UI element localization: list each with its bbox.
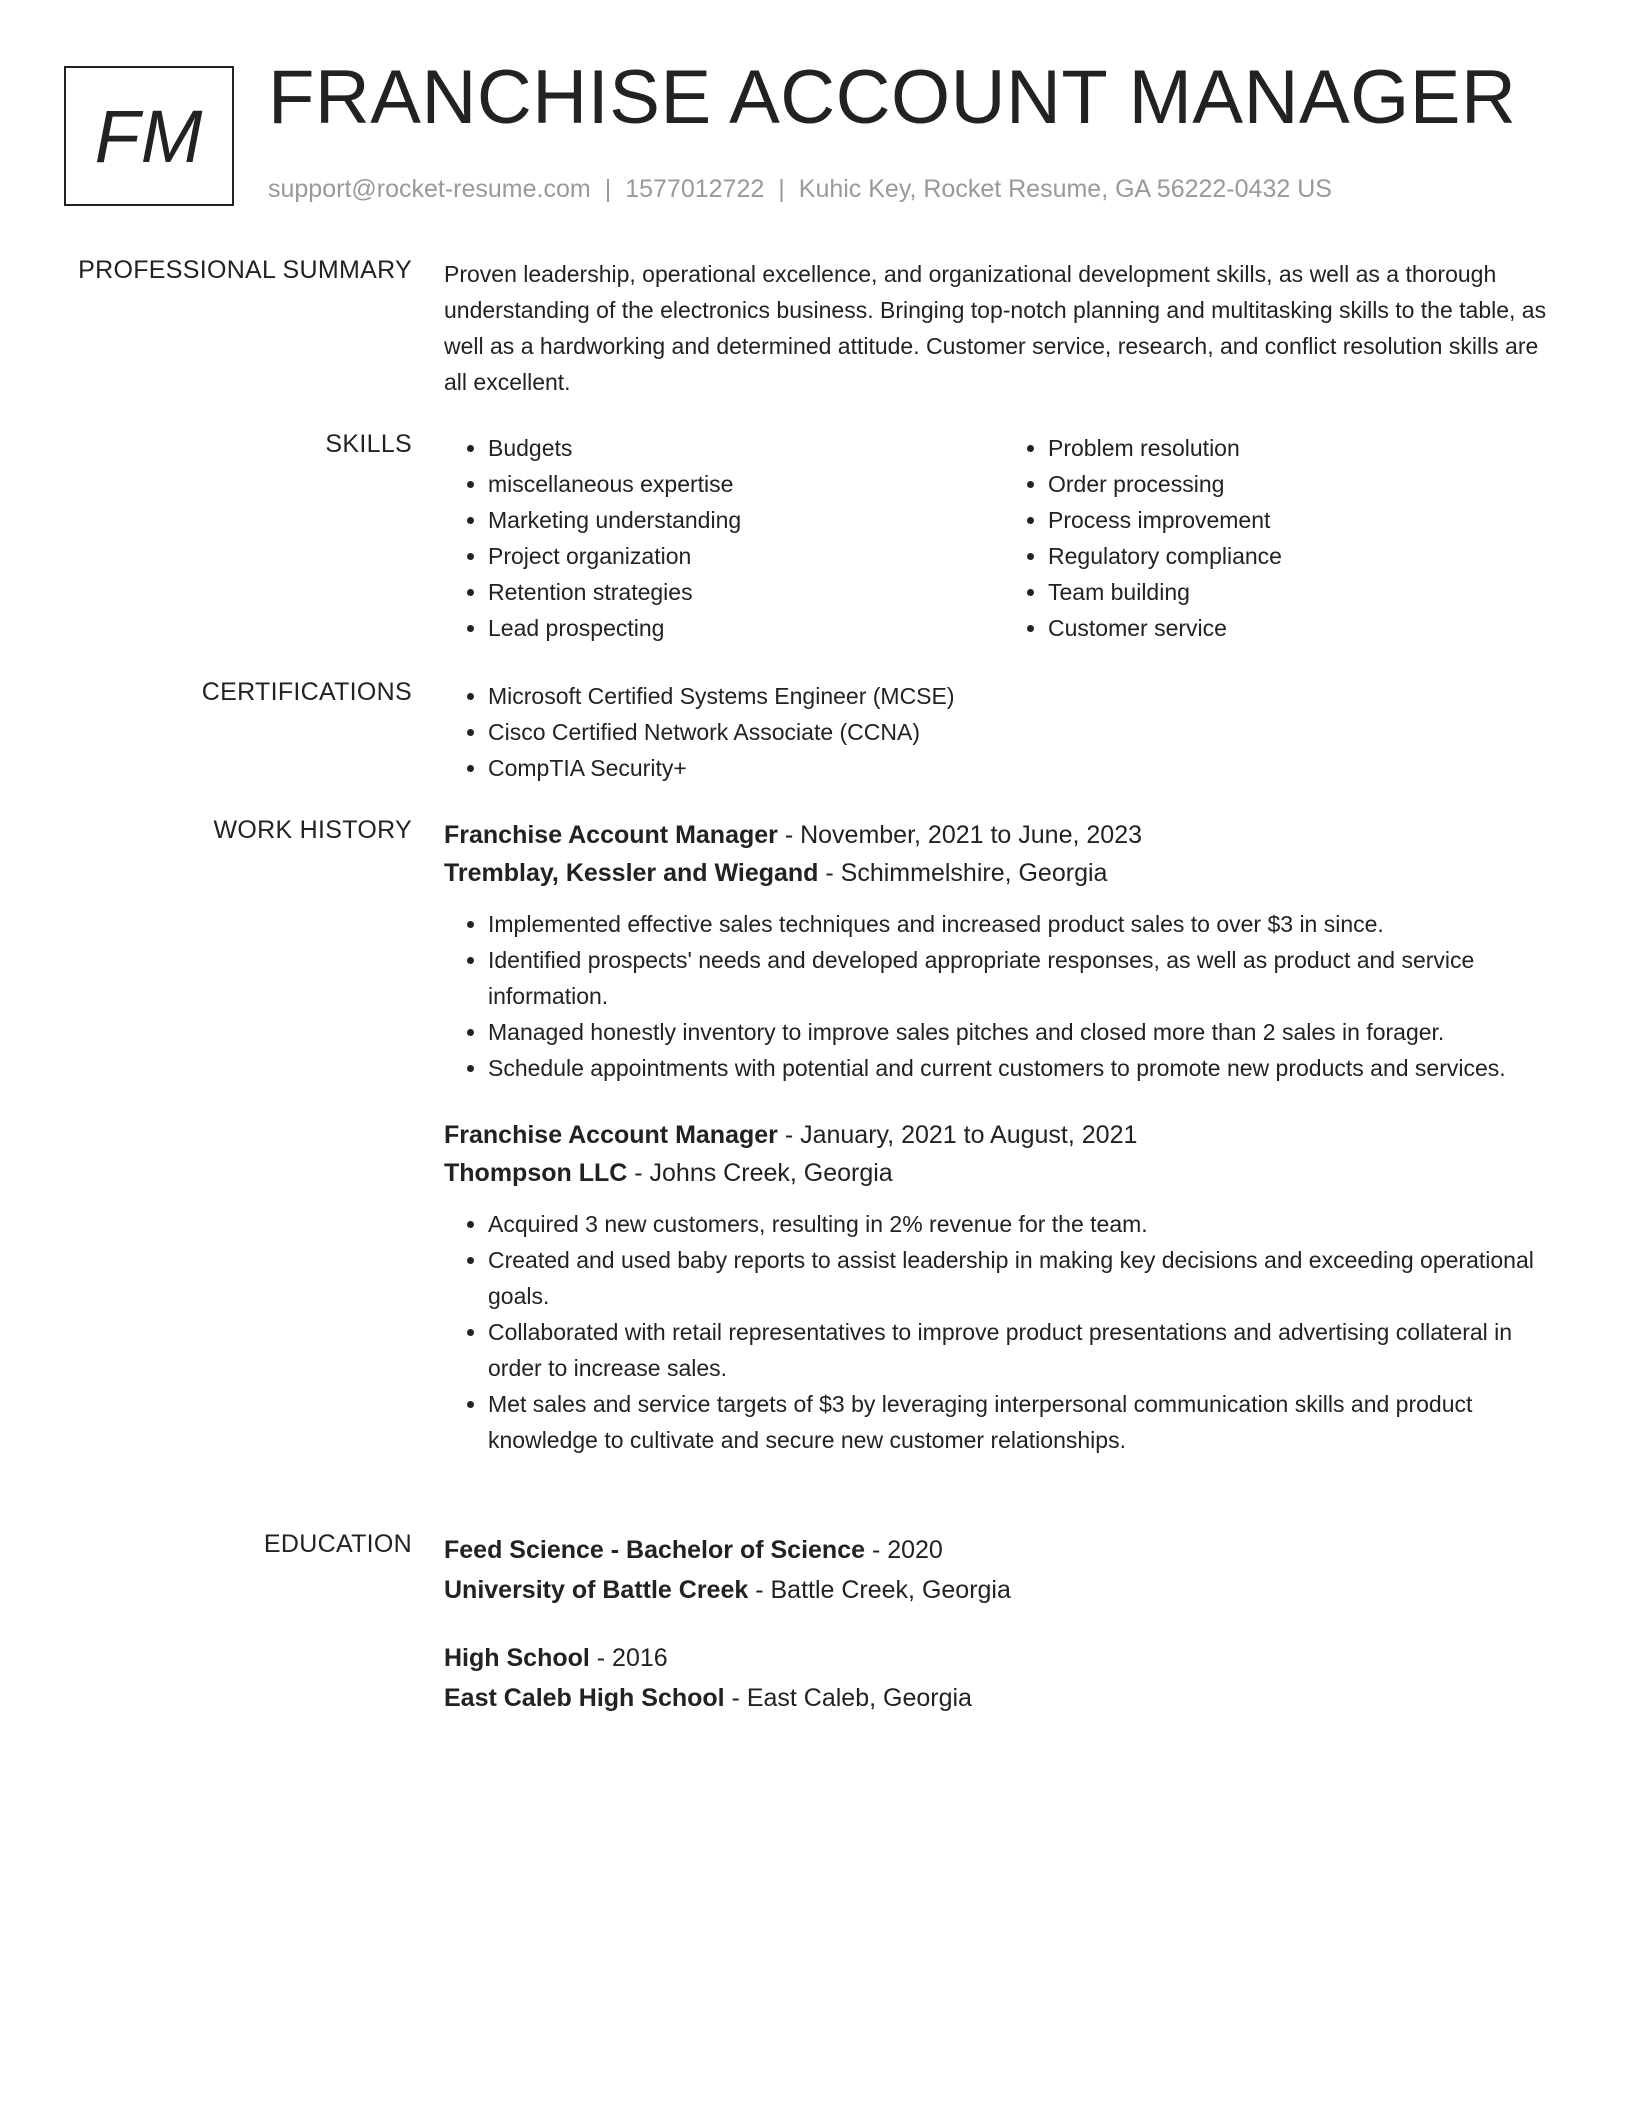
skill-item: • Lead prospecting bbox=[488, 610, 1004, 646]
skill-item: • Customer service bbox=[1048, 610, 1564, 646]
skill-item: • Problem resolution bbox=[1048, 430, 1564, 466]
job-bullet: • Identified prospects' needs and developed appropriate responses, as well as product and service information. bbox=[488, 942, 1564, 1014]
skills-list-left bbox=[444, 430, 1004, 646]
skills-body bbox=[444, 430, 1564, 646]
certifications-list bbox=[444, 678, 1564, 786]
work-history-body bbox=[444, 816, 1564, 1458]
summary-body bbox=[444, 256, 1564, 400]
skill-item: • Order processing bbox=[1048, 466, 1564, 502]
job-company: Tremblay, Kessler and Wiegand bbox=[444, 859, 819, 887]
certification-item: • CompTIA Security+ bbox=[488, 750, 1564, 786]
certifications-body bbox=[444, 678, 1564, 786]
contact-address: Kuhic Key, Rocket Resume, GA 56222-0432 US bbox=[798, 175, 1332, 203]
education-school: University of Battle Creek bbox=[444, 1576, 749, 1604]
skill-item: • Budgets bbox=[488, 430, 1004, 466]
monogram-badge: FM bbox=[64, 66, 234, 206]
certification-item: • Cisco Certified Network Associate (CCNA) bbox=[488, 714, 1564, 750]
skill-item: • Retention strategies bbox=[488, 574, 1004, 610]
education-location: - Battle Creek, Georgia bbox=[748, 1576, 1011, 1604]
contact-phone: 1577012722 bbox=[625, 175, 765, 203]
job-bullet: • Acquired 3 new customers, resulting in 2% revenue for the team. bbox=[488, 1206, 1564, 1242]
job-bullet: • Collaborated with retail representatives to improve product presentations and advertising collateral in order to increase sales. bbox=[488, 1314, 1564, 1386]
page-title: FRANCHISE ACCOUNT MANAGER bbox=[268, 55, 1517, 140]
job-bullet: • Met sales and service targets of $3 by leveraging interpersonal communication skills and product knowledge to cultivate and secure new customer relationships. bbox=[488, 1386, 1564, 1458]
skill-item: • Team building bbox=[1048, 574, 1564, 610]
summary-heading: PROFESSIONAL SUMMARY bbox=[78, 256, 412, 284]
job-location: - Schimmelshire, Georgia bbox=[818, 859, 1108, 887]
job-bullet: • Implemented effective sales techniques and increased product sales to over $3 in since. bbox=[488, 906, 1564, 942]
education-location: - East Caleb, Georgia bbox=[724, 1684, 972, 1712]
summary-text: Proven leadership, operational excellence, and organizational development skills, as well as a thorough understanding of the electronics business. Bringing top-notch planning and multitasking skills to the table, as well as a hardworking and determined attitude. Customer service, research, and conflict resolution skills are all excellent. bbox=[444, 261, 1547, 395]
contact-line bbox=[268, 174, 1332, 204]
job-entry bbox=[444, 1116, 1564, 1458]
education-school-line bbox=[444, 1570, 1564, 1610]
skills-list-right bbox=[1004, 430, 1564, 646]
skill-item: • Process improvement bbox=[1048, 502, 1564, 538]
education-school-line bbox=[444, 1678, 1564, 1718]
job-title-line bbox=[444, 816, 1564, 854]
education-school: East Caleb High School bbox=[444, 1684, 725, 1712]
education-year: - 2020 bbox=[865, 1536, 943, 1564]
contact-separator: | bbox=[604, 175, 612, 203]
job-company-line bbox=[444, 1154, 1564, 1192]
education-degree: High School bbox=[444, 1644, 590, 1672]
work-history-heading: WORK HISTORY bbox=[213, 816, 412, 844]
job-location: - Johns Creek, Georgia bbox=[627, 1159, 893, 1187]
skills-heading: SKILLS bbox=[325, 430, 412, 458]
job-bullet: • Schedule appointments with potential and current customers to promote new products and services. bbox=[488, 1050, 1564, 1086]
job-role: Franchise Account Manager bbox=[444, 1121, 778, 1149]
job-dates: - November, 2021 to June, 2023 bbox=[777, 821, 1142, 849]
skill-item: • miscellaneous expertise bbox=[488, 466, 1004, 502]
job-company: Thompson LLC bbox=[444, 1159, 628, 1187]
contact-separator: | bbox=[778, 175, 785, 203]
education-heading: EDUCATION bbox=[263, 1530, 412, 1558]
job-bullets bbox=[444, 1206, 1564, 1458]
job-company-line bbox=[444, 854, 1564, 892]
job-dates: - January, 2021 to August, 2021 bbox=[777, 1121, 1138, 1149]
education-degree-line bbox=[444, 1638, 1564, 1678]
education-entry bbox=[444, 1638, 1564, 1718]
education-year: - 2016 bbox=[589, 1644, 668, 1672]
education-entry bbox=[444, 1530, 1564, 1610]
job-bullets bbox=[444, 906, 1564, 1086]
contact-email: support@rocket-resume.com bbox=[268, 175, 591, 203]
job-title-line bbox=[444, 1116, 1564, 1154]
job-bullet: • Managed honestly inventory to improve sales pitches and closed more than 2 sales in forager. bbox=[488, 1014, 1564, 1050]
certification-item: • Microsoft Certified Systems Engineer (MCSE) bbox=[488, 678, 1564, 714]
skill-item: • Marketing understanding bbox=[488, 502, 1004, 538]
certifications-heading: CERTIFICATIONS bbox=[201, 678, 412, 706]
skill-item: • Project organization bbox=[488, 538, 1004, 574]
job-entry bbox=[444, 816, 1564, 1086]
job-role: Franchise Account Manager bbox=[444, 821, 778, 849]
skill-item: • Regulatory compliance bbox=[1048, 538, 1564, 574]
education-degree: Feed Science - Bachelor of Science bbox=[444, 1536, 865, 1564]
education-body bbox=[444, 1530, 1564, 1718]
job-bullet: • Created and used baby reports to assist leadership in making key decisions and exceeding operational goals. bbox=[488, 1242, 1564, 1314]
education-degree-line bbox=[444, 1530, 1564, 1570]
